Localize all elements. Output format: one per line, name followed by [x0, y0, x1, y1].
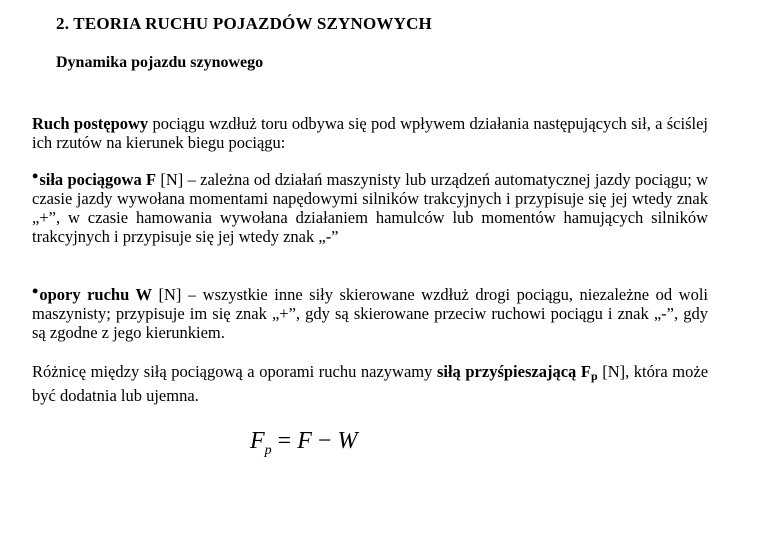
term-sila-przyspieszajaca: siłą przyśpieszającą F [436, 362, 591, 381]
bullet-sila-pociagowa [32, 166, 709, 246]
bullet-opory-ruchu-text: [N] – wszystkie inne siły skierowane wzdłuż drogi pociągu, niezależne od woli maszynisty; przypisuje im się znak „+”, gdy są skierowane przeciw ruchowi pociągu i znak „-”, gdy są zgodne z jego kierunkiem. [32, 285, 708, 342]
formula-minus: − [317, 428, 332, 454]
formula-lhs: F [250, 428, 265, 454]
term-opory-ruchu: opory ruchu W [39, 285, 152, 304]
section-heading: 2. TEORIA RUCHU POJAZDÓW SZYNOWYCH [56, 14, 432, 33]
bullet-icon: • [32, 281, 39, 301]
term-sila-pociagowa: siła pociągowa F [39, 170, 157, 189]
paragraph-intro-text: pociągu wzdłuż toru odbywa się pod wpływem działania następujących sił, a ściślej ich rzutów na kierunek biegu pociągu: [32, 114, 708, 152]
formula-equals: = [277, 428, 292, 454]
formula [250, 428, 357, 459]
formula-term-w: W [337, 428, 358, 454]
subsection-heading: Dynamika pojazdu szynowego [56, 54, 264, 71]
bullet-icon: • [32, 166, 39, 186]
bullet-sila-pociagowa-text: [N] – zależna od działań maszynisty lub urządzeń automatycznej jazdy pociągu; w czasie jazdy wywołana momentami napędowymi silników trakcyjnych i przypisuje się jej wtedy znak „+”, w czasie hamowania wywołana działaniem hamulców lub momentów hamujących silników trakcyjnych i przypisuje się jej wtedy znak „-” [32, 170, 709, 246]
paragraph-sila-text-after: [N], która może być dodatnia lub ujemna. [32, 362, 709, 405]
formula-lhs-subscript: p [264, 443, 272, 458]
formula-term-f: F [297, 428, 312, 454]
paragraph-sila-przyspieszajaca [32, 362, 708, 405]
bullet-opory-ruchu [32, 281, 708, 342]
paragraph-sila-text-before: Różnicę między siłą pociągową a oporami ruchu nazywamy [32, 362, 437, 381]
term-subscript: p [590, 369, 598, 383]
term-ruch-postepowy: Ruch postępowy [32, 114, 149, 133]
paragraph-intro [32, 114, 708, 152]
